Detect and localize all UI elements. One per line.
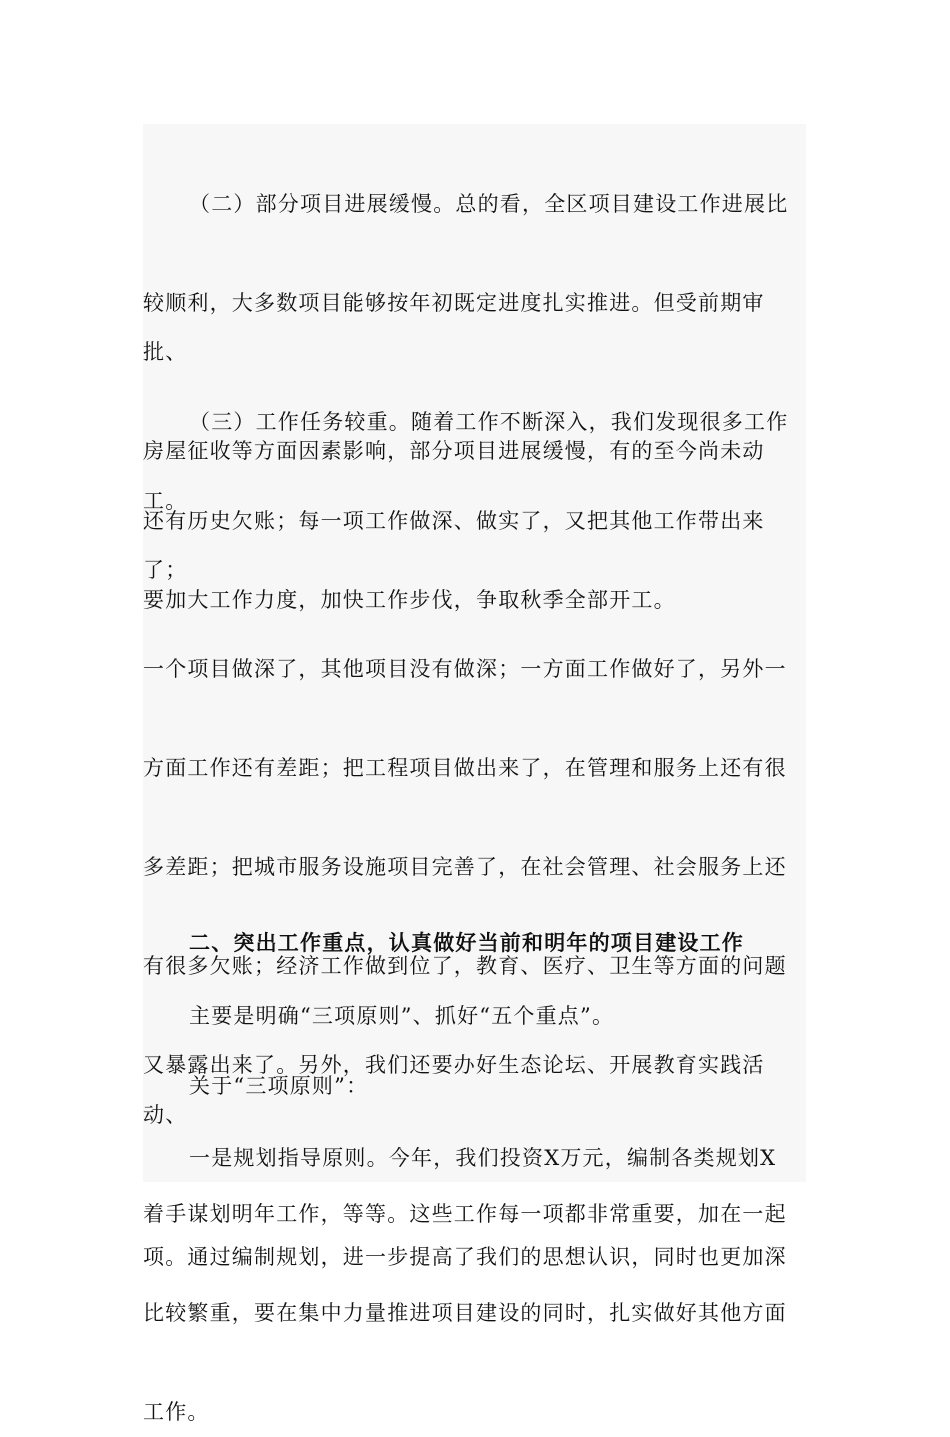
line: 还有历史欠账；每一项工作做深、做实了，又把其他工作带出来了； xyxy=(143,508,765,582)
line: 工作。 xyxy=(143,1399,210,1424)
line: 多差距；把城市服务设施项目完善了，在社会管理、社会服务上还 xyxy=(143,855,787,879)
line: 一是规划指导原则。今年，我们投资X万元，编制各类规划X xyxy=(189,1145,777,1170)
document-page xyxy=(143,124,806,1424)
line: 一个项目做深了，其他项目没有做深；一方面工作做好了，另外一 xyxy=(143,657,787,681)
line: 要加大工作力度，加快工作步伐，争取秋季全部开工。 xyxy=(143,587,676,612)
line: 房屋征收等方面因素影响，部分项目进展缓慢，有的至今尚未动工。 xyxy=(143,439,765,513)
heading-text: 二、突出工作重点，认真做好当前和明年的项目建设工作 xyxy=(189,929,744,955)
line: 方面工作还有差距；把工程项目做出来了，在管理和服务上还有很 xyxy=(143,756,787,780)
paragraph-planning-principle xyxy=(143,1084,806,1282)
line: 着手谋划明年工作，等等。这些工作每一项都非常重要，加在一起 xyxy=(143,1201,787,1226)
line: 较顺利，大多数项目能够按年初既定进度扎实推进。但受前期审批、 xyxy=(143,290,765,364)
line: 有很多欠账；经济工作做到位了，教育、医疗、卫生等方面的问题 xyxy=(143,954,787,978)
line: 主要是明确“三项原则”、抓好“五个重点”。 xyxy=(189,1003,615,1028)
line: 又暴露出来了。另外，我们还要办好生态论坛、开展教育实践活动、 xyxy=(143,1053,765,1127)
line: （三）工作任务较重。随着工作不断深入，我们发现很多工作 xyxy=(189,409,789,434)
line: 项。通过编制规划，进一步提高了我们的思想认识，同时也更加深 xyxy=(143,1244,787,1269)
line: （二）部分项目进展缓慢。总的看，全区项目建设工作进展比 xyxy=(189,191,789,216)
line: 关于“三项原则”： xyxy=(189,1073,369,1098)
line: 比较繁重，要在集中力量推进项目建设的同时，扎实做好其他方面 xyxy=(143,1300,787,1325)
